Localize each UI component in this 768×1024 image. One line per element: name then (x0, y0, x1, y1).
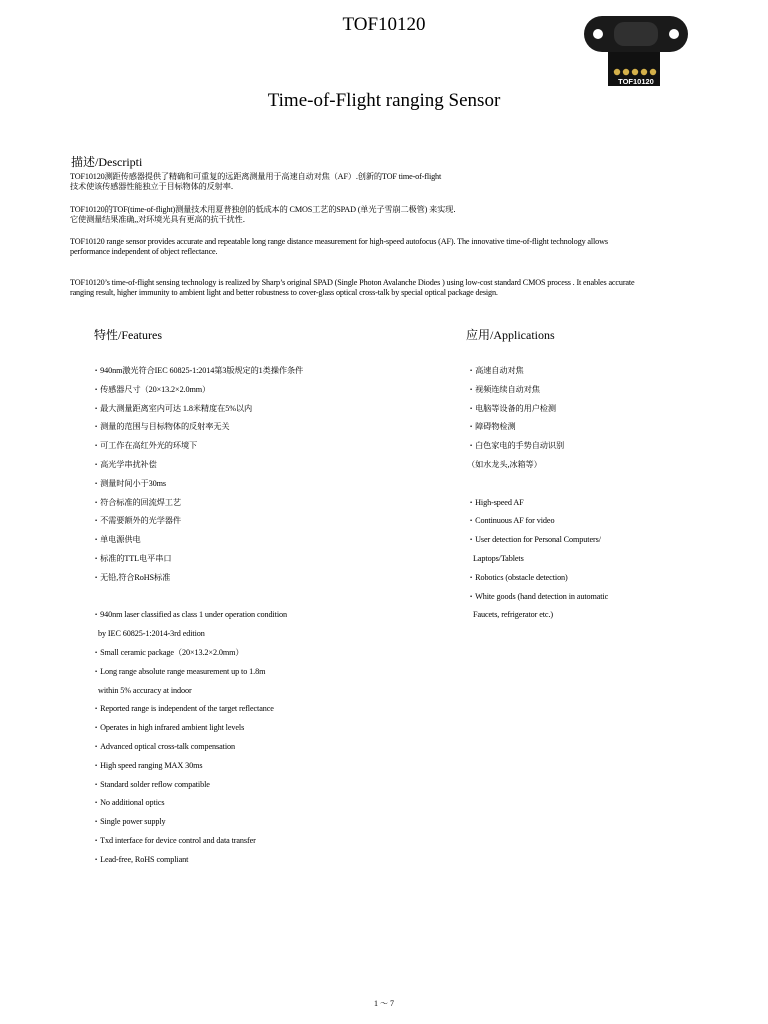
page-number: 1 ～ 7 (374, 999, 394, 1008)
paragraph-line: TOF10120’s time-of-flight sensing technology is realized by Sharp’s original SPAD (Single Photon Avalanche Diodes ) using low-cost standard CMOS process . It enables accurate (70, 278, 635, 287)
list-item: ・Single power supply (92, 817, 166, 827)
list-item: ・障碍物检测 (467, 422, 516, 432)
paragraph-line: performance independent of object reflectance. (70, 247, 218, 256)
list-item: ・User detection for Personal Computers/ (467, 535, 601, 545)
paragraph-line: TOF10120测距传感器提供了精确和可重复的远距离测量用于高速自动对焦（AF）.创新的TOF time-of-flight (70, 172, 442, 181)
list-item: ・Advanced optical cross-talk compensation (92, 741, 236, 751)
description-heading: 描述/Descripti (71, 155, 143, 169)
description-paragraph-2 (70, 205, 710, 225)
module-lens-window (614, 22, 658, 46)
list-item: ・符合标准的回流焊工艺 (92, 497, 181, 507)
list-item: ・测量的范围与目标物体的反射率无关 (92, 422, 230, 432)
list-item: ・Continuous AF for video (467, 516, 555, 526)
list-item: ・白色家电的手势自动识别 (467, 441, 565, 451)
list-item-continuation: （如水龙头,冰箱等） (467, 459, 542, 469)
list-item: ・Reported range is independent of the target reflectance (92, 704, 274, 714)
mounting-hole-right (669, 29, 679, 39)
list-item: ・传感器尺寸（20×13.2×2.0mm） (92, 384, 211, 394)
list-item: ・高光学串扰补偿 (92, 459, 157, 469)
list-item: ・White goods (hand detection in automatic (467, 591, 609, 601)
list-item: ・High speed ranging MAX 30ms (92, 760, 203, 770)
pin-pad (650, 69, 656, 75)
sensor-module-image (584, 14, 688, 88)
paragraph-line: TOF10120的TOF(time-of-flight)测量技术用夏普独创的低成本的 CMOS工艺的SPAD (单光子雪崩二极管) 来实现． (70, 205, 462, 214)
list-item: ・标准的TTL电平串口 (92, 553, 172, 563)
list-item: ・High-speed AF (467, 497, 524, 507)
list-item: ・最大测量距离室内可达 1.8米精度在5%以内 (92, 403, 253, 413)
document-subtitle: Time-of-Flight ranging Sensor (267, 90, 501, 111)
list-item: ・Robotics (obstacle detection) (467, 572, 568, 582)
module-label: TOF10120 (618, 77, 654, 86)
list-spacer (92, 592, 422, 611)
part-number-title: TOF10120 (342, 14, 426, 35)
description-paragraph-1 (70, 172, 710, 192)
list-item-continuation: Laptops/Tablets (473, 553, 524, 563)
list-item: ・Operates in high infrared ambient light levels (92, 723, 245, 733)
list-item: ・测量时间小于30ms (92, 478, 166, 488)
list-item: ・不需要额外的光学器件 (92, 516, 181, 526)
list-item: ・单电源供电 (92, 535, 141, 545)
list-item: ・940nm laser classified as class 1 under operation condition (92, 610, 287, 620)
paragraph-line: 技术使该传感器性能独立于目标物体的反射率． (70, 182, 239, 191)
list-item-continuation: Faucets, refrigerator etc.) (473, 610, 554, 620)
list-item: ・Lead-free, RoHS compliant (92, 854, 189, 864)
pin-pad (623, 69, 629, 75)
list-item: ・无铅,符合RoHS标准 (92, 572, 171, 582)
list-item: ・Txd interface for device control and data transfer (92, 835, 256, 845)
description-paragraph-3 (70, 237, 710, 257)
list-item: ・940nm激光符合IEC 60825-1:2014第3版规定的1类操作条件 (92, 366, 304, 375)
list-item-continuation: within 5% accuracy at indoor (98, 685, 192, 695)
list-item: ・视频连续自动对焦 (467, 384, 540, 394)
list-item: ・高速自动对焦 (467, 366, 524, 375)
pin-pad (632, 69, 638, 75)
list-item-continuation: by IEC 60825-1:2014-3rd edition (98, 629, 205, 639)
list-item: ・Long range absolute range measurement up to 1.8m (92, 666, 266, 676)
pin-pad (614, 69, 620, 75)
list-item: ・Small ceramic package（20×13.2×2.0mm） (92, 647, 244, 657)
description-paragraph-4 (70, 278, 710, 298)
list-item: ・可工作在高红外光的环境下 (92, 441, 198, 451)
list-item: ・No additional optics (92, 798, 165, 808)
applications-list (467, 366, 707, 629)
paragraph-line: TOF10120 range sensor provides accurate and repeatable long range distance measurement for high-speed autofocus (AF). The innovative time-of-flight technology allows (70, 237, 608, 246)
applications-heading: 应用/Applications (466, 328, 555, 342)
features-heading: 特性/Features (94, 328, 162, 342)
pin-pad (641, 69, 647, 75)
list-item: ・电脑等设备的用户检测 (467, 403, 556, 413)
paragraph-line: 它使测量结果准确,,对环境光具有更高的抗干扰性． (70, 215, 251, 224)
mounting-hole-left (593, 29, 603, 39)
list-spacer (467, 479, 707, 498)
paragraph-line: ranging result, higher immunity to ambient light and better robustness to cover-glass optical cross-talk by special optical package design. (70, 288, 498, 297)
sensor-module-icon (584, 14, 688, 88)
list-item: ・Standard solder reflow compatible (92, 779, 210, 789)
features-list (92, 366, 422, 874)
